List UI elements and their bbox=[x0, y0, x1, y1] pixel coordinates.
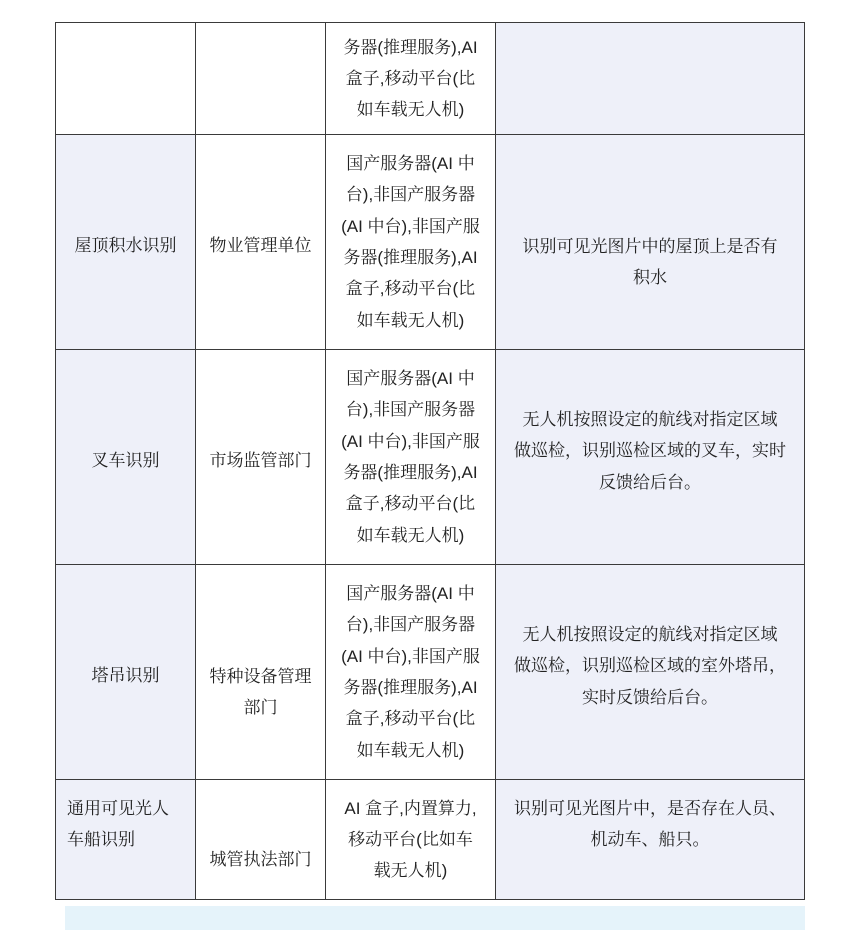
platform-text: 国产服务器(AI 中 台),非国产服务器 (AI 中台),非国产服 务器(推理服务),AI 盒子,移动平台(比 如车载无人机) bbox=[341, 154, 480, 330]
department-text: 市场监管部门 bbox=[209, 451, 312, 471]
department-cell bbox=[196, 780, 326, 900]
description-cell bbox=[496, 135, 805, 350]
table-row bbox=[56, 565, 805, 780]
department-text: 城管执法部门 bbox=[209, 849, 312, 869]
scene-cell bbox=[56, 565, 196, 780]
scene-cell bbox=[56, 780, 196, 900]
footer-band bbox=[65, 906, 805, 930]
platform-cell bbox=[326, 23, 496, 135]
platform-text: 国产服务器(AI 中 台),非国产服务器 (AI 中台),非国产服 务器(推理服务),AI 盒子,移动平台(比 如车载无人机) bbox=[341, 584, 480, 760]
data-table bbox=[55, 22, 805, 900]
department-cell bbox=[196, 135, 326, 350]
description-cell bbox=[496, 23, 805, 135]
department-text: 特种设备管理 部门 bbox=[209, 666, 312, 717]
department-cell bbox=[196, 350, 326, 565]
table-row bbox=[56, 780, 805, 900]
scene-cell bbox=[56, 23, 196, 135]
description-cell bbox=[496, 565, 805, 780]
description-text: 无人机按照设定的航线对指定区域 做巡检，识别巡检区域的叉车，实时 反馈给后台。 bbox=[514, 410, 786, 492]
scene-text: 叉车识别 bbox=[91, 451, 160, 471]
scene-cell bbox=[56, 350, 196, 565]
scene-text: 通用可见光人 车船识别 bbox=[67, 799, 169, 850]
department-text: 物业管理单位 bbox=[209, 236, 312, 256]
scene-text: 塔吊识别 bbox=[91, 666, 160, 686]
table-row bbox=[56, 350, 805, 565]
platform-cell bbox=[326, 135, 496, 350]
department-cell bbox=[196, 23, 326, 135]
description-cell bbox=[496, 780, 805, 900]
description-cell bbox=[496, 350, 805, 565]
platform-text: 国产服务器(AI 中 台),非国产服务器 (AI 中台),非国产服 务器(推理服务),AI 盒子,移动平台(比 如车载无人机) bbox=[341, 369, 480, 545]
table-row bbox=[56, 23, 805, 135]
platform-text: 务器(推理服务),AI 盒子,移动平台(比 如车载无人机) bbox=[343, 37, 478, 120]
platform-cell bbox=[326, 350, 496, 565]
description-text: 识别可见光图片中的屋顶上是否有 积水 bbox=[522, 236, 778, 287]
platform-cell bbox=[326, 780, 496, 900]
scene-text: 屋顶积水识别 bbox=[74, 236, 177, 256]
department-cell bbox=[196, 565, 326, 780]
table-row bbox=[56, 135, 805, 350]
scene-cell bbox=[56, 135, 196, 350]
platform-cell bbox=[326, 565, 496, 780]
description-text: 识别可见光图片中，是否存在人员、 机动车、船只。 bbox=[514, 799, 786, 850]
description-text: 无人机按照设定的航线对指定区域 做巡检，识别巡检区域的室外塔吊， 实时反馈给后台。 bbox=[514, 625, 786, 707]
platform-text: AI 盒子,内置算力, 移动平台(比如车 载无人机) bbox=[344, 798, 477, 881]
